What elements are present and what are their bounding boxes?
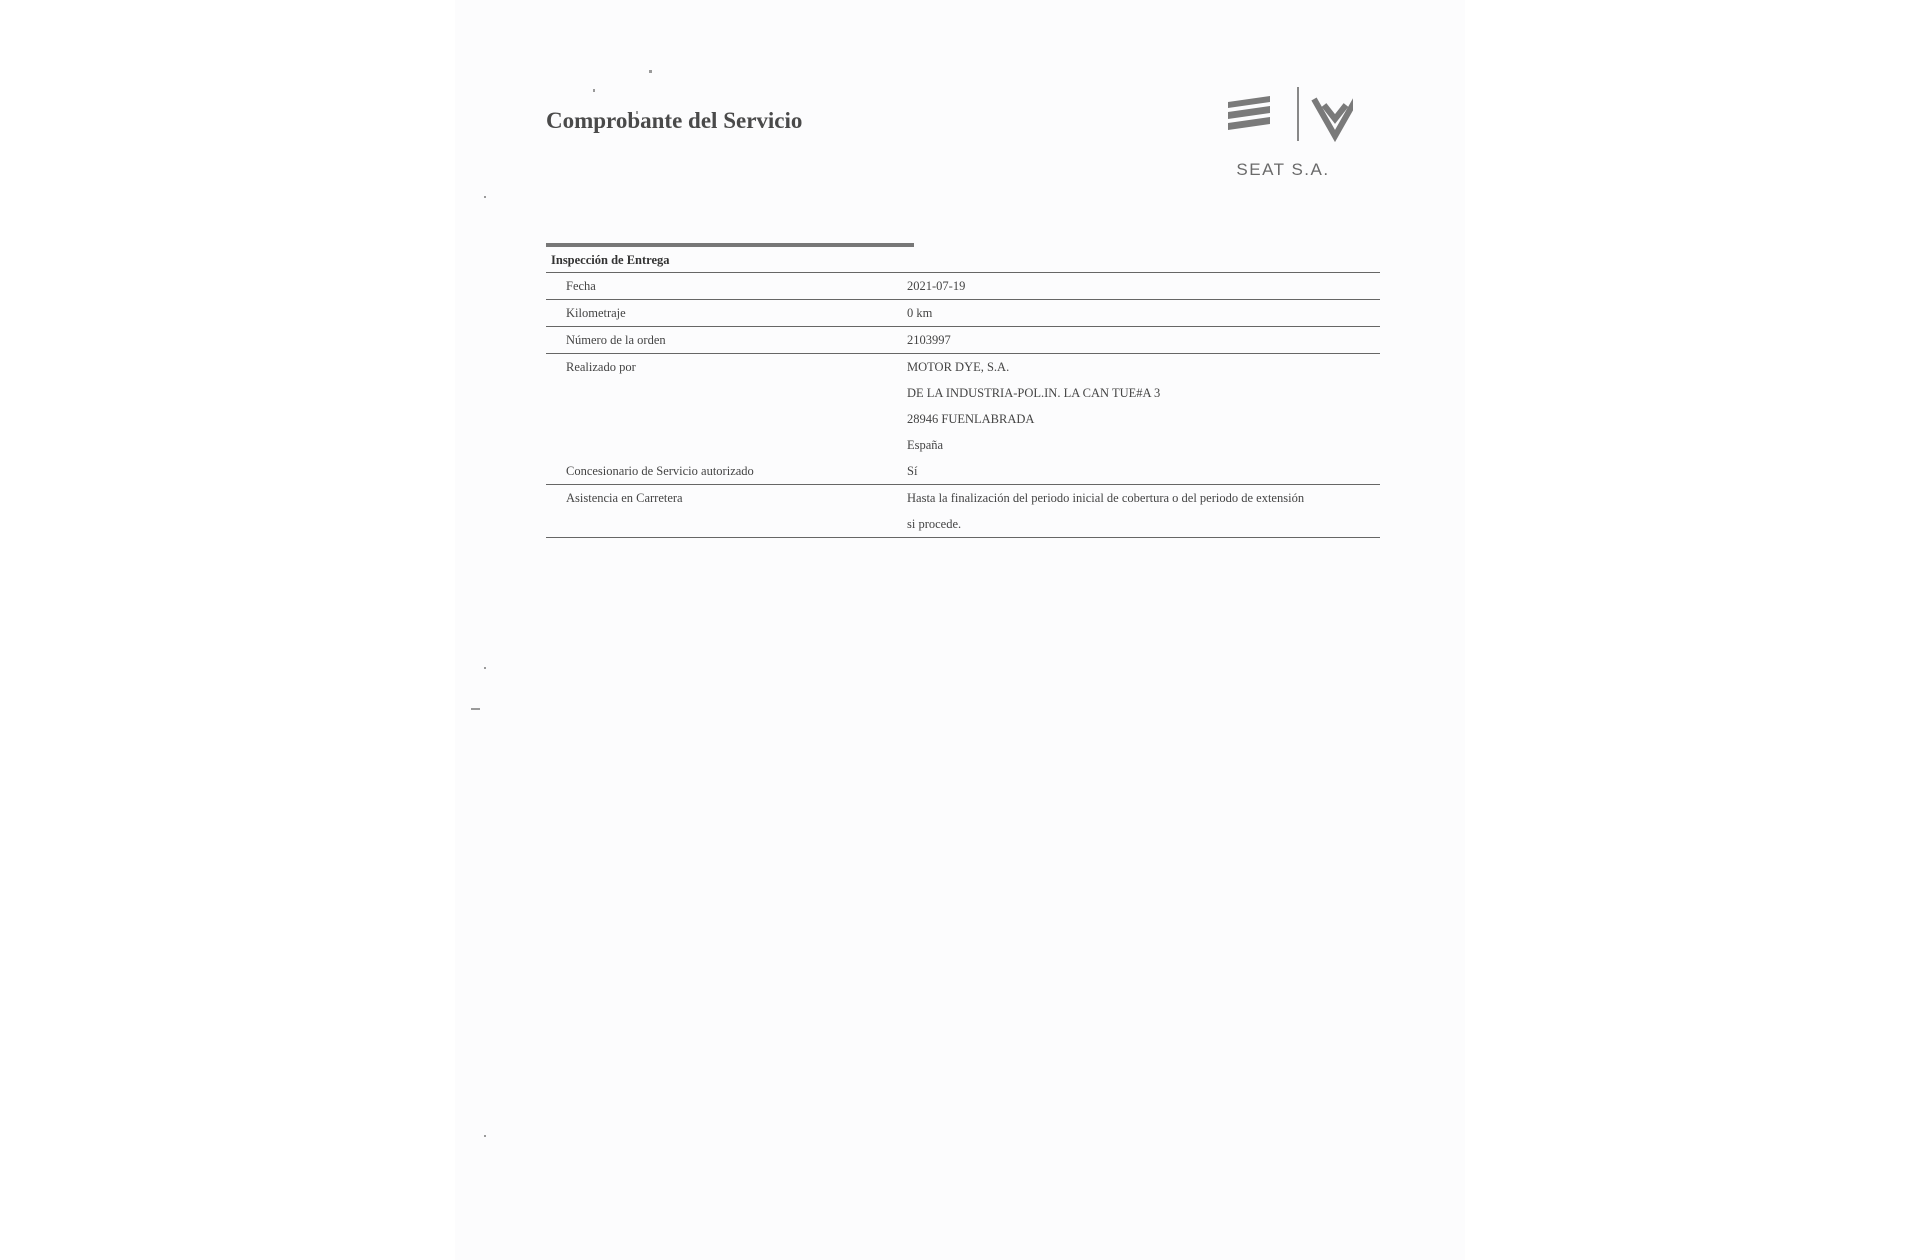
- table-row-authorized-dealer: [546, 458, 1380, 485]
- table-row-roadside-assistance: [546, 485, 1380, 538]
- scan-speck: [484, 667, 486, 669]
- scan-speck: [471, 708, 480, 710]
- value-line: si procede.: [907, 517, 962, 531]
- seat-logo-icon: [1228, 96, 1270, 130]
- value-line: DE LA INDUSTRIA-POL.IN. LA CAN TUE#A 3: [907, 386, 1161, 400]
- company-name: SEAT S.A.: [1236, 160, 1330, 179]
- row-label: Realizado por: [566, 360, 636, 374]
- scan-speck: [484, 1135, 486, 1137]
- section-top-rule: [546, 243, 914, 247]
- scan-speck: [484, 196, 486, 198]
- table-row-order-number: [546, 327, 1380, 354]
- value-line: Hasta la finalización del periodo inicial de cobertura o del periodo de extensión: [907, 491, 1305, 505]
- cupra-logo-icon: [1314, 99, 1353, 136]
- row-value: [907, 458, 1380, 484]
- scan-speck: [649, 70, 652, 73]
- value-line: 0 km: [907, 306, 933, 320]
- brand-logo-group: [1213, 86, 1353, 181]
- brand-logos: [1213, 86, 1353, 152]
- table-row-date: [546, 273, 1380, 300]
- value-line: 28946 FUENLABRADA: [907, 412, 1035, 426]
- row-label: Kilometraje: [566, 306, 626, 320]
- value-line: MOTOR DYE, S.A.: [907, 360, 1010, 374]
- scan-speck: [593, 89, 595, 92]
- logo-divider: [1297, 87, 1299, 141]
- row-value: [907, 273, 1380, 299]
- row-value: [907, 485, 1380, 537]
- section-header: Inspección de Entrega: [546, 248, 1380, 273]
- scanned-page: [455, 0, 1465, 1260]
- row-value: [907, 300, 1380, 326]
- value-line: 2021-07-19: [907, 279, 966, 293]
- table-row-performed-by: [546, 354, 1380, 458]
- delivery-inspection-table: [546, 248, 1380, 538]
- row-label: Asistencia en Carretera: [566, 491, 683, 505]
- value-line: Sí: [907, 464, 918, 478]
- row-value: [907, 354, 1380, 458]
- value-line: 2103997: [907, 333, 951, 347]
- row-label: Concesionario de Servicio autorizado: [566, 464, 754, 478]
- row-label: Fecha: [566, 279, 596, 293]
- row-label: Número de la orden: [566, 333, 666, 347]
- document-title: Comprobante del Servicio: [546, 108, 803, 133]
- value-line: España: [907, 438, 944, 452]
- row-value: [907, 327, 1380, 353]
- table-row-mileage: [546, 300, 1380, 327]
